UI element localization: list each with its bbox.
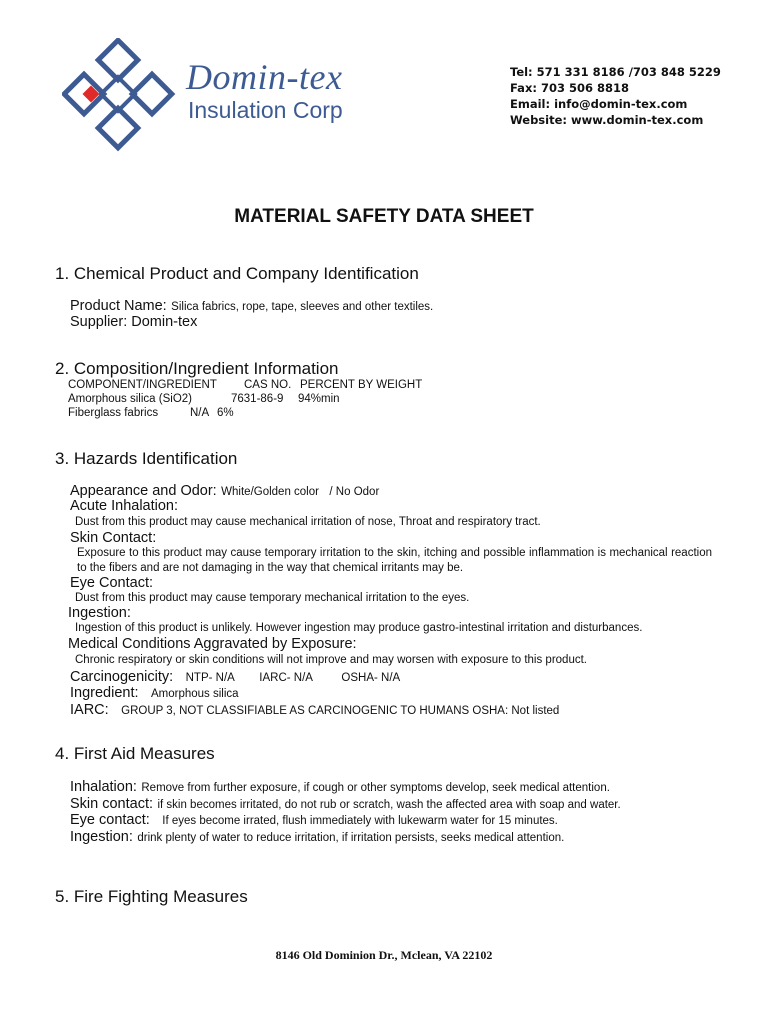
ingredient-line — [70, 684, 239, 702]
contact-block — [510, 64, 721, 128]
medical-conditions-text: Chronic respiratory or skin conditions will not improve and may worsen with exposure to this product. — [75, 654, 587, 666]
product-name-value: Silica fabrics, rope, tape, sleeves and other textiles. — [171, 301, 434, 313]
ingestion-label: Ingestion: — [68, 605, 131, 621]
product-name-line — [70, 297, 433, 315]
composition-header-cas: CAS NO. — [244, 379, 292, 391]
acute-inhalation-text: Dust from this product may cause mechanical irritation of nose, Throat and respiratory tract. — [75, 516, 541, 528]
footer-address: 8146 Old Dominion Dr., Mclean, VA 22102 — [275, 948, 493, 962]
first-aid-ingestion-line — [70, 828, 564, 846]
brand-subtitle: Insulation Corp — [188, 97, 343, 123]
contact-website: Website: www.domin-tex.com — [510, 113, 704, 127]
section-1-heading: 1. Chemical Product and Company Identification — [55, 264, 419, 283]
iarc-label: IARC: — [70, 702, 109, 718]
ingredient-label: Ingredient: — [70, 685, 139, 701]
first-aid-skin-text: if skin becomes irritated, do not rub or scratch, wash the affected area with soap and water. — [157, 799, 621, 811]
brand-name: Domin-tex — [186, 57, 343, 97]
product-name-label: Product Name: — [70, 298, 167, 314]
composition-header-percent: PERCENT BY WEIGHT — [300, 379, 423, 391]
carcinogenicity-ntp: NTP- N/A — [185, 672, 235, 684]
section-5-heading: 5. Fire Fighting Measures — [55, 887, 248, 906]
iarc-line — [70, 701, 559, 719]
acute-inhalation-label: Acute Inhalation: — [70, 498, 179, 514]
first-aid-eye-label: Eye contact: — [70, 812, 150, 828]
first-aid-ingestion-label: Ingestion: — [70, 829, 133, 845]
carcinogenicity-label: Carcinogenicity: — [70, 669, 174, 685]
carcinogenicity-osha: OSHA- N/A — [341, 672, 401, 684]
first-aid-eye-line — [70, 811, 558, 829]
section-3-heading: 3. Hazards Identification — [55, 449, 238, 468]
eye-contact-label: Eye Contact: — [70, 575, 154, 591]
section-2-heading: 2. Composition/Ingredient Information — [55, 359, 339, 378]
medical-conditions-label: Medical Conditions Aggravated by Exposure: — [68, 636, 357, 652]
contact-fax: Fax: 703 506 8818 — [510, 81, 629, 95]
first-aid-skin-label: Skin contact: — [70, 796, 154, 812]
composition-row-name: Amorphous silica (SiO2) — [68, 393, 192, 405]
iarc-value: GROUP 3, NOT CLASSIFIABLE AS CARCINOGENIC TO HUMANS OSHA: Not listed — [121, 705, 560, 717]
first-aid-ingestion-text: drink plenty of water to reduce irritation, if irritation persists, seeks medical attention. — [137, 832, 565, 844]
composition-row-name: Fiberglass fabrics — [68, 407, 159, 419]
eye-contact-text: Dust from this product may cause temporary mechanical irritation to the eyes. — [75, 592, 470, 604]
first-aid-eye-text: If eyes become irrated, flush immediately with lukewarm water for 15 minutes. — [162, 815, 558, 827]
composition-row-cas: N/A — [190, 407, 210, 419]
skin-contact-text: Exposure to this product may cause temporary irritation to the skin, itching and possible inflammation is mechanical reaction to the fibers and are not damaging in the way that chemical irritants may be. — [77, 547, 712, 574]
ingestion-text: Ingestion of this product is unlikely. However ingestion may produce gastro-intestinal irritation and disturbances. — [75, 622, 643, 634]
composition-row-percent: 94%min — [298, 393, 340, 405]
company-logo-icon — [62, 38, 178, 154]
first-aid-inhalation-line — [70, 778, 610, 796]
appearance-label: Appearance and Odor: — [70, 483, 217, 499]
ingredient-value: Amorphous silica — [150, 688, 239, 700]
appearance-odor: / No Odor — [329, 486, 380, 498]
skin-contact-label: Skin Contact: — [70, 530, 157, 546]
appearance-color: White/Golden color — [221, 486, 319, 498]
supplier-line: Supplier: Domin-tex — [70, 314, 198, 330]
contact-tel: Tel: 571 331 8186 /703 848 5229 — [510, 65, 721, 79]
document-title: MATERIAL SAFETY DATA SHEET — [234, 206, 534, 227]
first-aid-inhalation-label: Inhalation: — [70, 779, 137, 795]
composition-row-percent: 6% — [217, 407, 234, 419]
contact-email: Email: info@domin-tex.com — [510, 97, 688, 111]
first-aid-inhalation-text: Remove from further exposure, if cough or other symptoms develop, seek medical attention. — [141, 782, 610, 794]
carcinogenicity-iarc: IARC- N/A — [259, 672, 313, 684]
composition-header-component: COMPONENT/INGREDIENT — [68, 379, 217, 391]
composition-row-cas: 7631-86-9 — [231, 393, 284, 405]
section-4-heading: 4. First Aid Measures — [55, 744, 215, 763]
